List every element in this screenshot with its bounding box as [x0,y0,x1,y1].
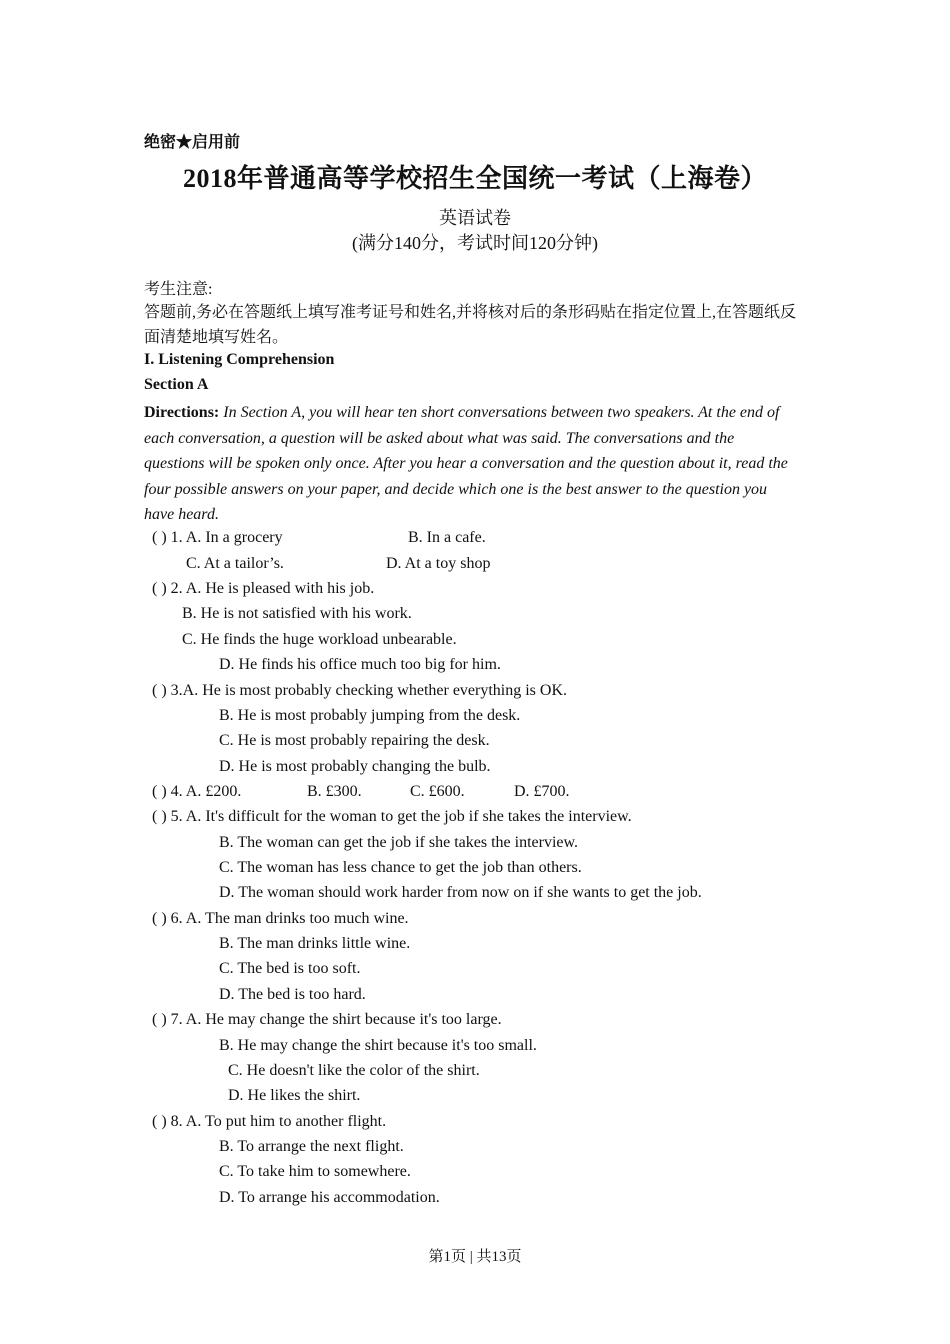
question-line: ( ) 6. A. The man drinks too much wine. [152,910,409,927]
notice-label: 考生注意: [144,281,213,298]
question-line: B. He is most probably jumping from the desk. [219,707,521,724]
question-line: C. The bed is too soft. [219,960,361,977]
notice-text: 答题前,务必在答题纸上填写准考证号和姓名,并将核对后的条形码贴在指定位置上,在答题纸反面清楚地填写姓名。 [144,304,797,346]
page-footer: 第1页 | 共13页 [428,1249,522,1265]
question-line: D. The bed is too hard. [219,986,366,1003]
question-line: ( ) 4. A. £200. [152,783,242,800]
question-line: C. To take him to somewhere. [219,1163,411,1180]
exam-info: (满分140分，考试时间120分钟) [352,233,598,253]
question-line: D. At a toy shop [386,555,491,572]
question-line: ( ) 2. A. He is pleased with his job. [152,580,375,597]
question-line: B. The woman can get the job if she takes the interview. [219,834,579,851]
question-line: D. To arrange his accommodation. [219,1189,440,1206]
exam-title: 2018年普通高等学校招生全国统一考试（上海卷） [182,164,767,193]
question-line: D. £700. [514,783,570,800]
section-heading: Section A [144,376,209,393]
question-line: D. He is most probably changing the bulb. [219,758,491,775]
question-line: B. He may change the shirt because it's too small. [219,1037,537,1054]
question-line: D. He likes the shirt. [228,1087,361,1104]
question-line: C. At a tailor’s. [186,555,284,572]
question-line: C. The woman has less chance to get the job than others. [219,859,582,876]
question-line: ( ) 1. A. In a grocery [152,529,283,546]
question-line: D. He finds his office much too big for him. [219,656,501,673]
question-line: B. To arrange the next flight. [219,1138,404,1155]
question-line: B. He is not satisfied with his work. [182,605,412,622]
question-line: ( ) 3.A. He is most probably checking whether everything is OK. [152,682,568,699]
directions [144,400,796,528]
question-line: ( ) 5. A. It's difficult for the woman to get the job if she takes the interview. [152,808,632,825]
question-line: C. £600. [410,783,465,800]
directions-text: In Section A, you will hear ten short conversations between two speakers. At the end of each conversation, a question will be asked about what was said. The conversations and the questions will be spoken only once. After you hear a conversation and the question about it, read the four possible answers on your paper, and decide which one is the best answer to the question you have heard. [144,404,788,523]
question-line: B. In a cafe. [408,529,486,546]
question-line: ( ) 8. A. To put him to another flight. [152,1113,387,1130]
part-heading: I. Listening Comprehension [144,351,335,368]
question-line: C. He doesn't like the color of the shirt. [228,1062,480,1079]
question-line: D. The woman should work harder from now on if she wants to get the job. [219,884,702,901]
confidential-label: 绝密★启用前 [144,134,241,151]
question-line: C. He finds the huge workload unbearable. [182,631,457,648]
directions-label: Directions: [144,404,220,421]
question-line: B. The man drinks little wine. [219,935,411,952]
question-line: B. £300. [307,783,362,800]
question-line: ( ) 7. A. He may change the shirt because it's too large. [152,1011,502,1028]
exam-subtitle: 英语试卷 [439,208,511,228]
question-line: C. He is most probably repairing the desk. [219,732,490,749]
